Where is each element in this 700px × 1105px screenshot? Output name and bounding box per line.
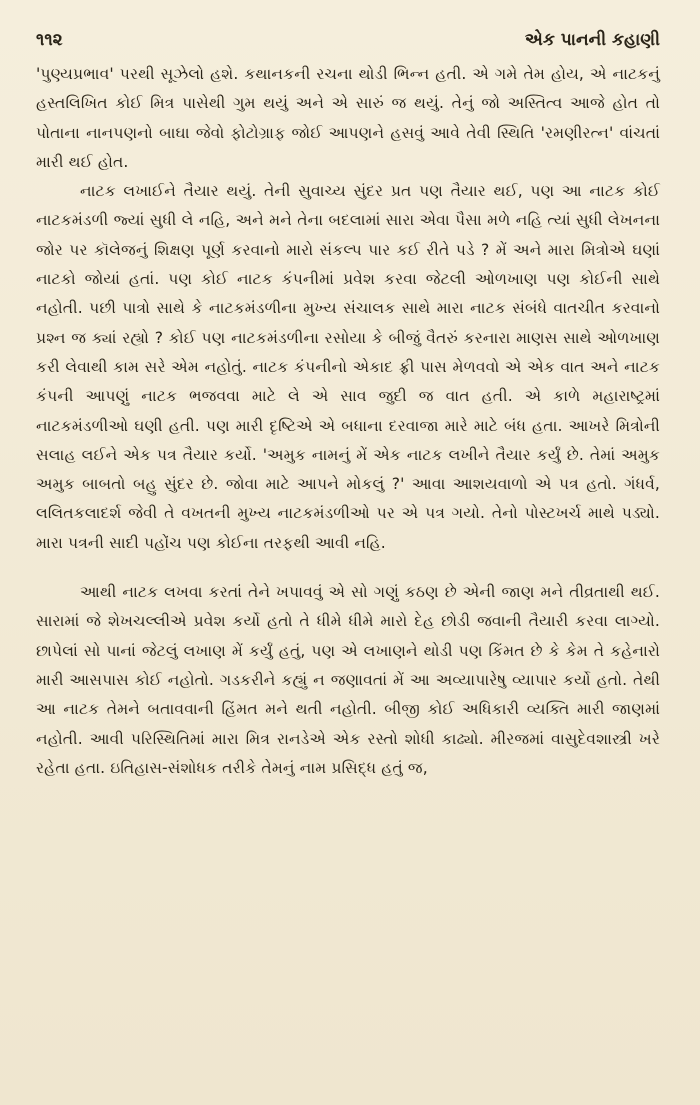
page-body xyxy=(36,60,660,783)
running-title: એક પાનની કહાણી xyxy=(524,30,660,50)
paragraph-2: નાટક લખાઈને તૈયાર થયું. તેની સુવાચ્ય સુંદર પ્રત પણ તૈયાર થઈ, પણ આ નાટક કોઈ નાટકમંડળી જ્યાં સુધી લે નહિ, અને મને તેના બદલામાં સારા એવા પૈસા મળે નહિ ત્યાં સુધી લેખનના જોર પર કૉલેજનું શિક્ષણ પૂર્ણ કરવાનો મારો સંકલ્પ પાર કઈ રીતે પડે ? મેં અને મારા મિત્રોએ ઘણાં નાટકો જોયાં હતાં. પણ કોઈ નાટક કંપનીમાં પ્રવેશ કરવા જેટલી ઓળખાણ પણ કોઈની સાથે નહોતી. પછી પાત્રો સાથે કે નાટકમંડળીના મુખ્ય સંચાલક સાથે મારા નાટક સંબંધે વાતચીત કરવાનો પ્રશ્ન જ ક્યાં રહ્યો ? કોઈ પણ નાટકમંડળીના રસોયા કે બીજું વૈતરું કરનારા માણસ સાથે ઓળખાણ કરી લેવાથી કામ સરે એમ નહોતું. નાટક કંપનીનો એકાદ ફ્રી પાસ મેળવવો એ એક વાત અને નાટક કંપની આપણું નાટક ભજવવા માટે લે એ સાવ જુદી જ વાત હતી. એ કાળે મહારાષ્ટ્રમાં નાટકમંડળીઓ ઘણી હતી. પણ મારી દૃષ્ટિએ એ બધાના દરવાજા મારે માટે બંધ હતા. આખરે મિત્રોની સલાહ લઈને એક પત્ર તૈયાર કર્યો. 'અમુક નામનું મેં એક નાટક લખીને તૈયાર કર્યું છે. તેમાં અમુક અમુક બાબતો બહુ સુંદર છે. જોવા માટે આપને મોકલું ?' આવા આશયવાળો એ પત્ર હતો. ગંધર્વ, લલિતકલાદર્શ જેવી તે વખતની મુખ્ય નાટકમંડળીઓ પર એ પત્ર ગયો. તેનો પોસ્ટખર્ચ માથે પડ્યો. મારા પત્રની સાદી પહોંચ પણ કોઈના તરફથી આવી નહિ. xyxy=(36,182,660,552)
page-number: ૧૧૨ xyxy=(36,30,63,50)
paragraph-1: 'પુણ્યપ્રભાવ' પરથી સૂઝેલો હશે. કથાનકની રચના થોડી ભિન્ન હતી. એ ગમે તેમ હોય, એ નાટકનું હસ્તલિખિત કોઈ મિત્ર પાસેથી ગુમ થયું અને એ સારું જ થયું. તેનું જો અસ્તિત્વ આજે હોત તો પોતાના નાનપણનો બાઘા જેવો ફોટોગ્રાફ જોઈ આપણને હસવું આવે તેવી સ્થિતિ 'રમણીરત્ન' વાંચતાં મારી થઈ હોત. xyxy=(36,65,660,171)
paragraph-3: આથી નાટક લખવા કરતાં તેને ખપાવવું એ સો ગણું કઠણ છે એની જાણ મને તીવ્રતાથી થઈ. સારામાં જે શેખચલ્લીએ પ્રવેશ કર્યો હતો તે ધીમે ધીમે મારો દેહ છોડી જવાની તૈયારી કરવા લાગ્યો. છાપેલાં સો પાનાં જેટલું લખાણ મેં કર્યું હતું, પણ એ લખાણને થોડી પણ કિંમત છે કે કેમ તે કહેનારો મારી આસપાસ કોઈ નહોતો. ગડકરીને કહ્યું ન જણાવતાં મેં આ અવ્યાપારેષુ વ્યાપાર કર્યો હતો. તેથી આ નાટક તેમને બતાવવાની હિંમત મને થતી નહોતી. બીજી કોઈ અધિકારી વ્યક્તિ મારી જાણમાં નહોતી. આવી પરિસ્થિતિમાં મારા મિત્ર રાનડેએ એક રસ્તો શોધી કાઢ્યો. મીરજમાં વાસુદેવશાસ્ત્રી ખરે રહેતા હતા. ઇતિહાસ-સંશોધક તરીકે તેમનું નામ પ્રસિદ્ધ હતું જ, xyxy=(36,583,660,777)
page-header xyxy=(36,30,660,50)
